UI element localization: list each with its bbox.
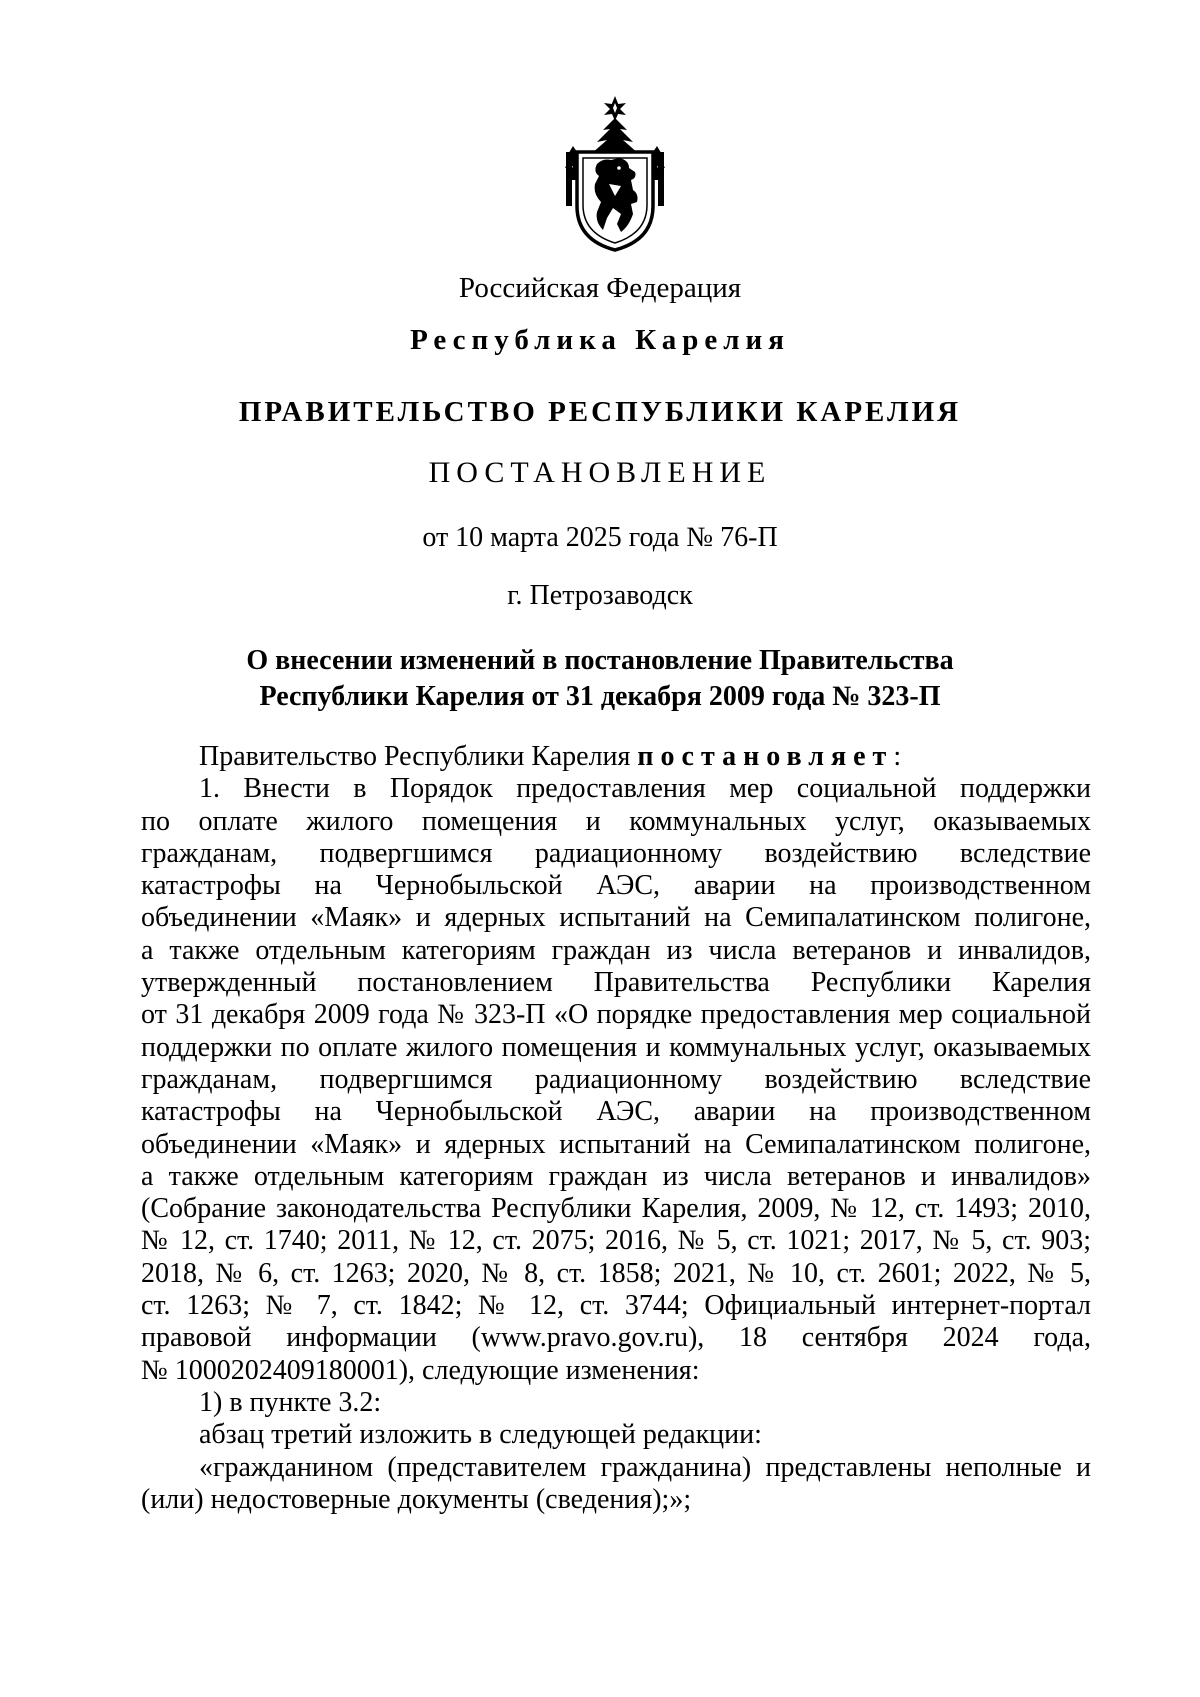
paragraph-line: гражданам, подвергшимся радиационному воздействию вследствие xyxy=(141,837,1091,869)
paragraph-line: а также отдельным категориям граждан из числа ветеранов и инвалидов» xyxy=(141,1160,1091,1192)
document-type: ПОСТАНОВЛЕНИЕ xyxy=(428,456,772,489)
paragraph-line: катастрофы на Чернобыльской АЭС, аварии на производственном xyxy=(141,870,1091,902)
document-title xyxy=(0,643,1200,715)
paragraph-line: № 1000202409180001), следующие изменения: xyxy=(141,1354,700,1386)
paragraph-line: ст. 1263; № 7, ст. 1842; № 12, ст. 3744; Официальный интернет-портал xyxy=(141,1290,1091,1322)
paragraph-line: правовой информации (www.pravo.gov.ru), 18 сентября 2024 года, xyxy=(141,1322,1091,1354)
paragraph-line: № 12, ст. 1740; 2011, № 12, ст. 2075; 2016, № 5, ст. 1021; 2017, № 5, ст. 903; xyxy=(141,1225,1091,1257)
paragraph-line: 1. Внести в Порядок предоставления мер социальной поддержки xyxy=(199,773,1091,805)
preamble xyxy=(141,741,1091,773)
karelia-coat-of-arms-emblem xyxy=(563,94,667,252)
preamble-subject: Правительство Республики Карелия xyxy=(199,741,638,772)
document-body xyxy=(141,741,1091,1516)
paragraph-1 xyxy=(141,773,1091,1387)
government-name: ПРАВИТЕЛЬСТВО РЕСПУБЛИКИ КАРЕЛИЯ xyxy=(238,396,962,428)
preamble-colon: : xyxy=(893,741,902,772)
paragraph-line: а также отдельным категориям граждан из числа ветеранов и инвалидов, xyxy=(141,934,1091,966)
country-name: Российская Федерация xyxy=(458,272,742,304)
quoted-text xyxy=(141,1452,1091,1517)
paragraph-line: от 31 декабря 2009 года № 323-П «О порядке предоставления мер социальной xyxy=(141,999,1091,1031)
paragraph-line: катастрофы на Чернобыльской АЭС, аварии на производственном xyxy=(141,1096,1091,1128)
paragraph-line: (Собрание законодательства Республики Карелия, 2009, № 12, ст. 1493; 2010, xyxy=(141,1193,1091,1225)
paragraph-line: гражданам, подвергшимся радиационному воздействию вследствие xyxy=(141,1063,1091,1095)
paragraph-line: 2018, № 6, ст. 1263; 2020, № 8, ст. 1858; 2021, № 10, ст. 2601; 2022, № 5, xyxy=(141,1257,1091,1289)
quote-line: (или) недостоверные документы (сведения);»; xyxy=(141,1483,692,1515)
item-1-instruction: абзац третий изложить в следующей редакции: xyxy=(199,1419,762,1451)
preamble-verb: постановляет xyxy=(637,741,894,772)
paragraph-line: утвержденный постановлением Правительства Республики Карелия xyxy=(141,967,1091,999)
star-icon xyxy=(604,96,626,121)
item-1: 1) в пункте 3.2: xyxy=(199,1386,382,1418)
document-title-line: Республики Карелия от 31 декабря 2009 года № 323-П xyxy=(259,681,941,712)
document-title-line: О внесении изменений в постановление Правительства xyxy=(246,645,954,676)
paragraph-line: поддержки по оплате жилого помещения и коммунальных услуг, оказываемых xyxy=(141,1031,1091,1063)
document-date-number: от 10 марта 2025 года № 76-П xyxy=(422,522,778,553)
quote-line: «гражданином (представителем гражданина) представлены неполные и xyxy=(199,1451,1091,1483)
paragraph-line: объединении «Маяк» и ядерных испытаний на Семипалатинском полигоне, xyxy=(141,1128,1091,1160)
paragraph-line: по оплате жилого помещения и коммунальных услуг, оказываемых xyxy=(141,805,1091,837)
paragraph-line: объединении «Маяк» и ядерных испытаний на Семипалатинском полигоне, xyxy=(141,902,1091,934)
document-city: г. Петрозаводск xyxy=(507,580,693,611)
republic-name: Республика Карелия xyxy=(410,324,790,356)
